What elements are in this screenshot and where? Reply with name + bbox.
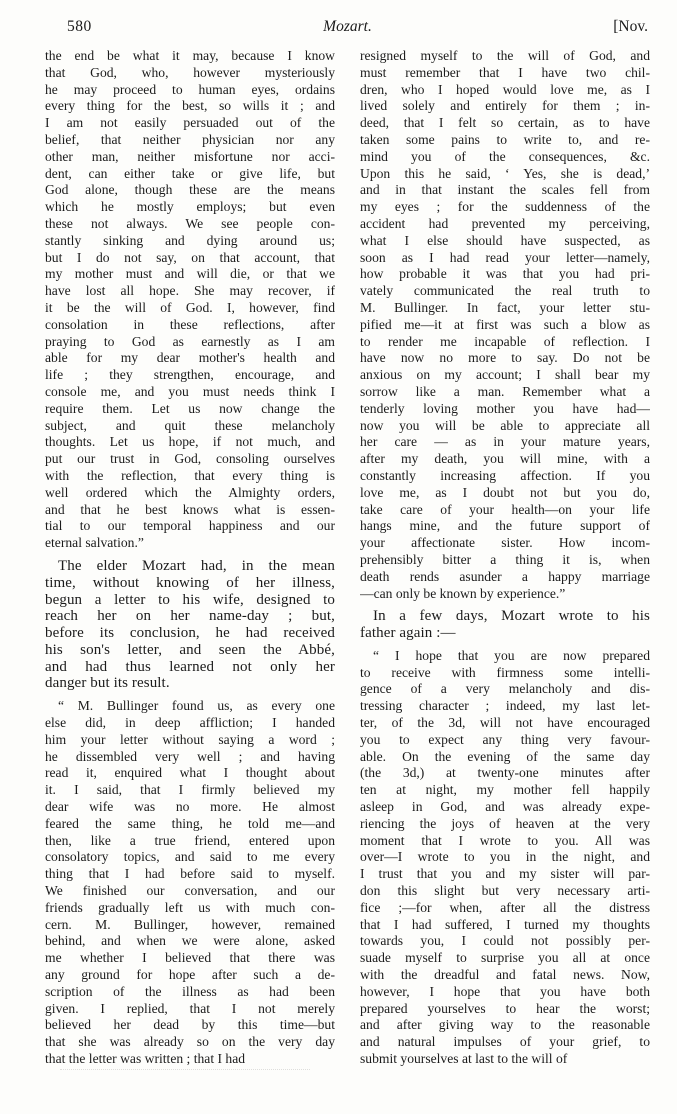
- text-line: gence of a very melancholy and dis-: [360, 681, 650, 697]
- text-line: Upon this he said, ‘ Yes, she is dead,’: [360, 165, 650, 181]
- text-line: M. Bullinger. In fact, your letter stu-: [360, 299, 650, 315]
- text-line: her care — as in your mature years,: [360, 434, 650, 450]
- text-line: submit yourselves at last to the will of: [360, 1051, 568, 1067]
- text-line: he may proceed to human eyes, ordains: [45, 81, 335, 97]
- text-line: to render me incapable of reflection. I: [360, 333, 650, 349]
- text-line: constantly increasing affection. If you: [360, 467, 650, 483]
- text-line: suade myself to surprise you all at once: [360, 950, 650, 966]
- text-columns: [45, 48, 650, 1068]
- text-line: and had thus learned not only her: [45, 658, 335, 675]
- paragraph: [360, 608, 650, 642]
- text-line: else did, in deep affliction; I handed: [45, 715, 335, 731]
- text-line: to receive with firmness some intelli-: [360, 664, 650, 680]
- text-line: stantly sinking and dying around us;: [45, 232, 335, 248]
- issue-month: [Nov.: [613, 18, 648, 35]
- text-line: thing that I had before said to myself.: [45, 866, 335, 882]
- text-line: must remember that I have two chil-: [360, 64, 650, 80]
- text-line: mind you of the consequences, &c.: [360, 148, 650, 164]
- text-line: God alone, though these are the means: [45, 182, 335, 198]
- text-line: danger but its result.: [45, 675, 170, 692]
- text-line: time, without knowing of her illness,: [45, 574, 335, 591]
- text-line: with the dreadful and fatal news. Now,: [360, 967, 650, 983]
- text-line: that I had suffered, I turned my thoughts: [360, 916, 650, 932]
- text-line: don this slight but very necessary arti-: [360, 883, 650, 899]
- text-line: have now no more to say. Do not be: [360, 350, 650, 366]
- text-line: friends gradually left us with much con-: [45, 899, 335, 915]
- text-line: my eyes ; for the suddenness of the: [360, 199, 650, 215]
- text-line: accident had prevented my perceiving,: [360, 215, 650, 231]
- text-line: it be the will of God. I, however, find: [45, 299, 335, 315]
- text-line: moment that I wrote to you. All was: [360, 832, 650, 848]
- text-line: his son's letter, and seen the Abbé,: [45, 641, 335, 658]
- text-line: believed her dead by this time—but: [45, 1017, 335, 1033]
- text-line: cern. M. Bullinger, however, remained: [45, 916, 335, 932]
- text-line: what I else should have suspected, as: [360, 232, 650, 248]
- text-line: I am not easily persuaded out of the: [45, 115, 335, 131]
- column-left: [45, 48, 335, 1068]
- text-line: however, I hope that you have both: [360, 983, 650, 999]
- text-line: other man, neither misfortune nor acci-: [45, 148, 335, 164]
- text-line: have lost all hope. She may recover, if: [45, 283, 335, 299]
- text-line: anxious on my account; I shall bear my: [360, 367, 650, 383]
- text-line: tial to our temporal happiness and our: [45, 518, 335, 534]
- text-line: subject, and quit these melancholy: [45, 417, 335, 433]
- text-line: consolatory topics, and said to me every: [45, 849, 335, 865]
- text-line: before its conclusion, he had received: [45, 625, 335, 642]
- text-line: eternal salvation.”: [45, 535, 144, 551]
- text-line: taken some pains to write to, and re-: [360, 131, 650, 147]
- text-line: and in that instant the scales fell from: [360, 182, 650, 198]
- paragraph: [360, 648, 650, 1068]
- text-line: and that he best knows what is essen-: [45, 501, 335, 517]
- text-line: soon as I had read your letter—namely,: [360, 249, 650, 265]
- text-line: belief, that neither physician nor any: [45, 131, 335, 147]
- text-line: tenderly loving mother you have had—: [360, 400, 650, 416]
- page-number: 580: [67, 18, 92, 35]
- text-line: but I do not say, on that account, that: [45, 249, 335, 265]
- text-line: resigned myself to the will of God, and: [360, 48, 650, 63]
- text-line: any ground for hope after such a de-: [45, 967, 335, 983]
- text-line: consolation in these reflections, after: [45, 316, 335, 332]
- text-line: he dissembled very well ; and having: [45, 748, 335, 764]
- text-line: my mother must and will die, or that we: [45, 266, 335, 282]
- text-line: “ M. Bullinger found us, as every one: [58, 698, 335, 714]
- paragraph: [45, 698, 335, 1068]
- text-line: fice ;—for when, after all the distress: [360, 899, 650, 915]
- text-line: hangs mine, and the future support of: [360, 518, 650, 534]
- text-line: dren, who I hoped would love me, as I: [360, 81, 650, 97]
- text-line: prepared yourselves to hear the worst;: [360, 1000, 650, 1016]
- text-line: require them. Let us now change the: [45, 400, 335, 416]
- text-line: how probable it was that you had pri-: [360, 266, 650, 282]
- text-line: every thing for the best, so wills it ; and: [45, 98, 335, 114]
- column-right: [360, 48, 650, 1068]
- text-line: The elder Mozart had, in the mean: [58, 557, 335, 574]
- text-line: put our trust in God, consoling ourselves: [45, 451, 335, 467]
- paragraph: [45, 558, 335, 692]
- text-line: riencing the joys of heaven at the very: [360, 815, 650, 831]
- text-line: praying to God as earnestly as I am: [45, 333, 335, 349]
- text-line: asleep in God, and was already expe-: [360, 799, 650, 815]
- text-line: take care of your health—on your life: [360, 501, 650, 517]
- text-line: dent, can either take or give life, but: [45, 165, 335, 181]
- text-line: life ; they strengthen, encourage, and: [45, 367, 335, 383]
- text-line: lived solely and entirely for them ; in-: [360, 98, 650, 114]
- text-line: reach her on her name-day ; but,: [45, 608, 335, 625]
- text-line: deed, that I felt so certain, as to have: [360, 115, 650, 131]
- text-line: after my death, you will mine, with a: [360, 451, 650, 467]
- text-line: thoughts. Let us hope, if not much, and: [45, 434, 335, 450]
- text-line: love me, as I doubt not but you do,: [360, 484, 650, 500]
- text-line: that she was already so on the very day: [45, 1034, 335, 1050]
- text-line: me whether I believed that there was: [45, 950, 335, 966]
- text-line: towards you, I could not possibly per-: [360, 933, 650, 949]
- text-line: that the letter was written ; that I had: [45, 1051, 246, 1067]
- text-line: your affectionate sister. How incom-: [360, 535, 650, 551]
- text-line: able. On the evening of the same day: [360, 748, 650, 764]
- text-line: you to expect any thing very favour-: [360, 731, 650, 747]
- text-line: —can only be known by experience.”: [360, 585, 566, 601]
- text-line: and natural impulses of your grief, to: [360, 1034, 650, 1050]
- text-line: that God, who, however mysteriously: [45, 64, 335, 80]
- text-line: tressing character ; indeed, my last let-: [360, 698, 650, 714]
- text-line: console me, and you must needs think I: [45, 383, 335, 399]
- text-line: behind, and when we were alone, asked: [45, 933, 335, 949]
- text-line: and after giving way to the reasonable: [360, 1017, 650, 1033]
- text-line: “ I hope that you are now prepared: [373, 647, 650, 663]
- text-line: then, like a true friend, entered upon: [45, 832, 335, 848]
- text-line: scription of the illness as had been: [45, 983, 335, 999]
- text-line: him your letter without saying a word ;: [45, 731, 335, 747]
- text-line: prehensibly bitter a thing it is, when: [360, 551, 650, 567]
- paragraph: [360, 48, 650, 602]
- text-line: pified me—it at first was such a blow as: [360, 316, 650, 332]
- text-line: We finished our conversation, and our: [45, 883, 335, 899]
- text-line: with the reflection, that every thing is: [45, 467, 335, 483]
- text-line: I trust that you and my sister will par-: [360, 866, 650, 882]
- text-line: over—I wrote to you in the night, and: [360, 849, 650, 865]
- text-line: able for my dear mother's health and: [45, 350, 335, 366]
- text-line: these not always. We see people con-: [45, 215, 335, 231]
- text-line: dear wife was no more. He almost: [45, 799, 335, 815]
- text-line: death rends asunder a happy marriage: [360, 568, 650, 584]
- text-line: which he mostly employs; but even: [45, 199, 335, 215]
- text-line: (the 3d,) at twenty-one minutes after: [360, 765, 650, 781]
- text-line: the end be what it may, because I know: [45, 48, 335, 63]
- text-line: vately communicated the real truth to: [360, 283, 650, 299]
- text-line: given. I replied, that I not merely: [45, 1000, 335, 1016]
- text-line: begun a letter to his wife, designed to: [45, 591, 335, 608]
- running-head: [45, 16, 650, 40]
- text-line: father again :—: [360, 625, 456, 642]
- paragraph: [45, 48, 335, 552]
- text-line: ten at night, my mother fell happily: [360, 782, 650, 798]
- scan-artifact: [60, 1069, 310, 1070]
- text-line: ter, of the 3d, will not have encouraged: [360, 715, 650, 731]
- page-title: Mozart.: [323, 18, 372, 35]
- text-line: sorrow like a man. Remember what a: [360, 383, 650, 399]
- text-line: now you will be able to appreciate all: [360, 417, 650, 433]
- text-line: feared the same thing, he told me—and: [45, 815, 335, 831]
- text-line: In a few days, Mozart wrote to his: [373, 608, 650, 625]
- text-line: read it, enquired what I thought about: [45, 765, 335, 781]
- text-line: well ordered which the Almighty orders,: [45, 484, 335, 500]
- text-line: it. I said, that I firmly believed my: [45, 782, 335, 798]
